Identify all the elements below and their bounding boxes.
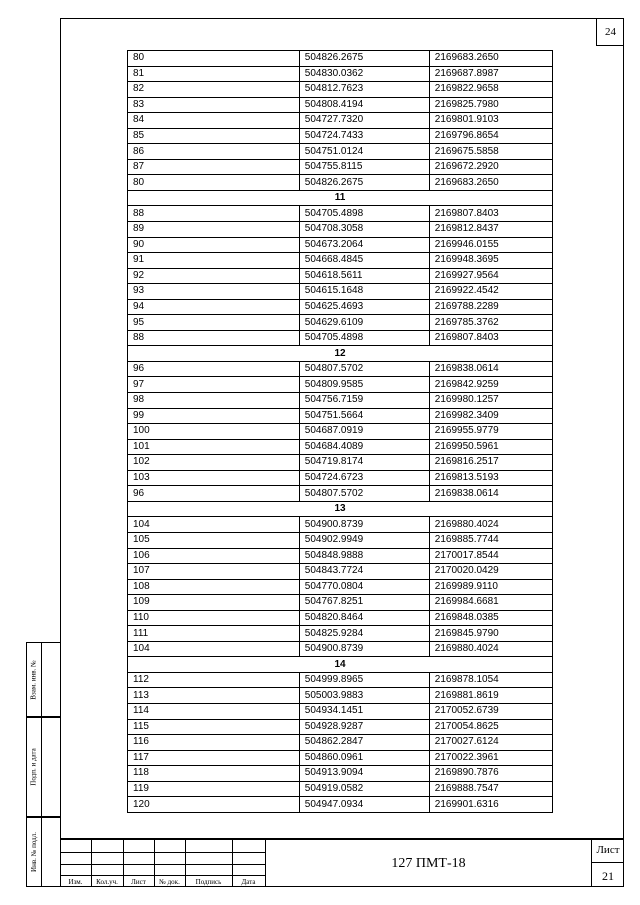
caption-podpis: Подпись (195, 878, 222, 886)
coord-y: 2169813.5193 (429, 470, 552, 486)
point-number: 96 (128, 361, 300, 377)
point-number: 98 (128, 393, 300, 409)
coord-x: 504724.6723 (299, 470, 429, 486)
coord-y: 2169687.8987 (429, 66, 552, 82)
point-number: 92 (128, 268, 300, 284)
coord-y: 2169801.9103 (429, 113, 552, 129)
coord-x: 504629.6109 (299, 315, 429, 331)
point-number: 82 (128, 82, 300, 98)
coord-y: 2169948.3695 (429, 253, 552, 269)
point-number: 81 (128, 66, 300, 82)
point-number: 112 (128, 672, 300, 688)
table-row (128, 113, 553, 129)
table-row (128, 579, 553, 595)
coord-x: 504830.0362 (299, 66, 429, 82)
coord-y: 2169984.6681 (429, 595, 552, 611)
coord-x: 504807.5702 (299, 486, 429, 502)
coord-x: 504751.5664 (299, 408, 429, 424)
side-field-inv-zam (26, 642, 60, 717)
table-row (128, 222, 553, 238)
coord-y: 2169880.4024 (429, 641, 552, 657)
coord-y: 2169838.0614 (429, 486, 552, 502)
caption-izm: Изм. (68, 878, 83, 886)
group-number: 11 (128, 190, 553, 206)
coord-y: 2169890.7876 (429, 766, 552, 782)
coord-x: 504615.1648 (299, 284, 429, 300)
point-number: 110 (128, 610, 300, 626)
coord-x: 504900.8739 (299, 517, 429, 533)
table-row (128, 564, 553, 580)
coord-x: 504947.0934 (299, 797, 429, 813)
caption-kol-uch: Кол.уч. (96, 878, 118, 886)
coord-y: 2169845.9790 (429, 626, 552, 642)
coord-x: 504719.8174 (299, 455, 429, 471)
point-number: 84 (128, 113, 300, 129)
coord-y: 2169796.8654 (429, 128, 552, 144)
coord-x: 505003.9883 (299, 688, 429, 704)
coord-x: 504848.9888 (299, 548, 429, 564)
group-number: 13 (128, 501, 553, 517)
group-header-row (128, 501, 553, 517)
table-row (128, 766, 553, 782)
side-field-inv-podl (26, 817, 60, 887)
coord-x: 504900.8739 (299, 641, 429, 657)
coordinates-table (127, 50, 553, 813)
group-number: 14 (128, 657, 553, 673)
page-number: 24 (596, 18, 624, 46)
coord-y: 2169683.2650 (429, 51, 552, 67)
coord-y: 2169950.5961 (429, 439, 552, 455)
table-row (128, 719, 553, 735)
coord-y: 2170020.0429 (429, 564, 552, 580)
table-row (128, 393, 553, 409)
coord-x: 504809.9585 (299, 377, 429, 393)
table-row (128, 626, 553, 642)
point-number: 90 (128, 237, 300, 253)
table-row (128, 781, 553, 797)
coord-x: 504770.0804 (299, 579, 429, 595)
group-number: 12 (128, 346, 553, 362)
coord-x: 504708.3058 (299, 222, 429, 238)
caption-list: Лист (131, 878, 146, 886)
side-label-podp-data: Подп. и дата (30, 748, 38, 786)
coord-x: 504826.2675 (299, 51, 429, 67)
coord-y: 2169825.7980 (429, 97, 552, 113)
coord-x: 504767.8251 (299, 595, 429, 611)
point-number: 118 (128, 766, 300, 782)
table-row (128, 486, 553, 502)
point-number: 91 (128, 253, 300, 269)
point-number: 108 (128, 579, 300, 595)
coord-y: 2170022.3961 (429, 750, 552, 766)
point-number: 111 (128, 626, 300, 642)
table-row (128, 97, 553, 113)
coord-y: 2169980.1257 (429, 393, 552, 409)
coord-y: 2169675.5858 (429, 144, 552, 160)
side-field-podp-data (26, 717, 60, 817)
table-row (128, 268, 553, 284)
coord-y: 2169807.8403 (429, 330, 552, 346)
table-row (128, 455, 553, 471)
coord-x: 504825.9284 (299, 626, 429, 642)
table-row (128, 672, 553, 688)
group-header-row (128, 346, 553, 362)
table-row (128, 299, 553, 315)
table-row (128, 750, 553, 766)
coord-y: 2169927.9564 (429, 268, 552, 284)
coord-y: 2169888.7547 (429, 781, 552, 797)
point-number: 104 (128, 641, 300, 657)
point-number: 106 (128, 548, 300, 564)
table-row (128, 315, 553, 331)
coord-x: 504705.4898 (299, 206, 429, 222)
point-number: 113 (128, 688, 300, 704)
side-label-inv-podl: Инв. № подл. (30, 832, 39, 872)
point-number: 116 (128, 735, 300, 751)
table-row (128, 610, 553, 626)
table-row (128, 439, 553, 455)
document-code: 127 ПМТ-18 (391, 855, 466, 871)
coord-y: 2170017.8544 (429, 548, 552, 564)
point-number: 107 (128, 564, 300, 580)
table-row (128, 66, 553, 82)
coord-y: 2169946.0155 (429, 237, 552, 253)
coord-y: 2169881.8619 (429, 688, 552, 704)
group-header-row (128, 657, 553, 673)
table-row (128, 470, 553, 486)
coord-x: 504808.4194 (299, 97, 429, 113)
table-row (128, 517, 553, 533)
coord-x: 504862.2847 (299, 735, 429, 751)
table-row (128, 206, 553, 222)
coord-x: 504902.9949 (299, 532, 429, 548)
table-row (128, 548, 553, 564)
coord-x: 504928.9287 (299, 719, 429, 735)
table-row (128, 253, 553, 269)
table-row (128, 284, 553, 300)
coord-x: 504999.8965 (299, 672, 429, 688)
coord-x: 504843.7724 (299, 564, 429, 580)
caption-n-dok: № док. (159, 878, 180, 886)
coord-x: 504727.7320 (299, 113, 429, 129)
table-row (128, 735, 553, 751)
coord-y: 2169785.3762 (429, 315, 552, 331)
coord-x: 504812.7623 (299, 82, 429, 98)
coord-x: 504673.2064 (299, 237, 429, 253)
table-row (128, 377, 553, 393)
coord-y: 2169812.8437 (429, 222, 552, 238)
coord-x: 504724.7433 (299, 128, 429, 144)
table-row (128, 82, 553, 98)
point-number: 83 (128, 97, 300, 113)
coord-x: 504668.4845 (299, 253, 429, 269)
coord-y: 2170054.8625 (429, 719, 552, 735)
coord-x: 504913.9094 (299, 766, 429, 782)
table-row (128, 330, 553, 346)
coord-y: 2169848.0385 (429, 610, 552, 626)
point-number: 117 (128, 750, 300, 766)
coord-x: 504625.4693 (299, 299, 429, 315)
table-row (128, 144, 553, 160)
point-number: 88 (128, 330, 300, 346)
coord-y: 2169822.9658 (429, 82, 552, 98)
coord-y: 2169807.8403 (429, 206, 552, 222)
group-header-row (128, 190, 553, 206)
point-number: 93 (128, 284, 300, 300)
table-row (128, 128, 553, 144)
coord-x: 504860.0961 (299, 750, 429, 766)
coord-y: 2169672.2920 (429, 159, 552, 175)
caption-data: Дата (241, 878, 256, 886)
coord-y: 2169816.2517 (429, 455, 552, 471)
point-number: 102 (128, 455, 300, 471)
coord-y: 2169842.9259 (429, 377, 552, 393)
table-row (128, 595, 553, 611)
point-number: 80 (128, 51, 300, 67)
title-block (60, 838, 624, 887)
point-number: 94 (128, 299, 300, 315)
table-row (128, 797, 553, 813)
point-number: 104 (128, 517, 300, 533)
table-row (128, 237, 553, 253)
side-label-inv-zam: Взам. инв. № (30, 659, 39, 700)
sheet-number: 21 (592, 862, 624, 889)
table-row (128, 408, 553, 424)
point-number: 85 (128, 128, 300, 144)
coord-y: 2169838.0614 (429, 361, 552, 377)
point-number: 89 (128, 222, 300, 238)
table-row (128, 641, 553, 657)
point-number: 119 (128, 781, 300, 797)
point-number: 97 (128, 377, 300, 393)
point-number: 103 (128, 470, 300, 486)
point-number: 86 (128, 144, 300, 160)
coord-y: 2169982.3409 (429, 408, 552, 424)
point-number: 96 (128, 486, 300, 502)
coord-x: 504684.4089 (299, 439, 429, 455)
coord-y: 2169683.2650 (429, 175, 552, 191)
coord-x: 504618.5611 (299, 268, 429, 284)
table-row (128, 532, 553, 548)
point-number: 120 (128, 797, 300, 813)
sheet-label: Лист (596, 844, 620, 856)
point-number: 100 (128, 424, 300, 440)
point-number: 105 (128, 532, 300, 548)
table-row (128, 424, 553, 440)
table-row (128, 703, 553, 719)
coord-x: 504807.5702 (299, 361, 429, 377)
coord-y: 2169885.7744 (429, 532, 552, 548)
coord-y: 2169880.4024 (429, 517, 552, 533)
coord-y: 2169788.2289 (429, 299, 552, 315)
point-number: 115 (128, 719, 300, 735)
coord-y: 2169901.6316 (429, 797, 552, 813)
point-number: 99 (128, 408, 300, 424)
coord-y: 2169878.1054 (429, 672, 552, 688)
table-row (128, 51, 553, 67)
coord-x: 504751.0124 (299, 144, 429, 160)
coord-x: 504934.1451 (299, 703, 429, 719)
table-row (128, 688, 553, 704)
point-number: 101 (128, 439, 300, 455)
point-number: 109 (128, 595, 300, 611)
coord-y: 2169922.4542 (429, 284, 552, 300)
point-number: 114 (128, 703, 300, 719)
coord-y: 2169989.9110 (429, 579, 552, 595)
coord-x: 504826.2675 (299, 175, 429, 191)
coord-x: 504687.0919 (299, 424, 429, 440)
coord-x: 504820.8464 (299, 610, 429, 626)
point-number: 95 (128, 315, 300, 331)
coord-y: 2170027.6124 (429, 735, 552, 751)
coord-x: 504705.4898 (299, 330, 429, 346)
coord-x: 504756.7159 (299, 393, 429, 409)
coord-y: 2169955.9779 (429, 424, 552, 440)
table-row (128, 361, 553, 377)
coord-y: 2170052.6739 (429, 703, 552, 719)
table-row (128, 175, 553, 191)
point-number: 87 (128, 159, 300, 175)
coord-x: 504919.0582 (299, 781, 429, 797)
point-number: 88 (128, 206, 300, 222)
coord-x: 504755.8115 (299, 159, 429, 175)
point-number: 80 (128, 175, 300, 191)
table-row (128, 159, 553, 175)
